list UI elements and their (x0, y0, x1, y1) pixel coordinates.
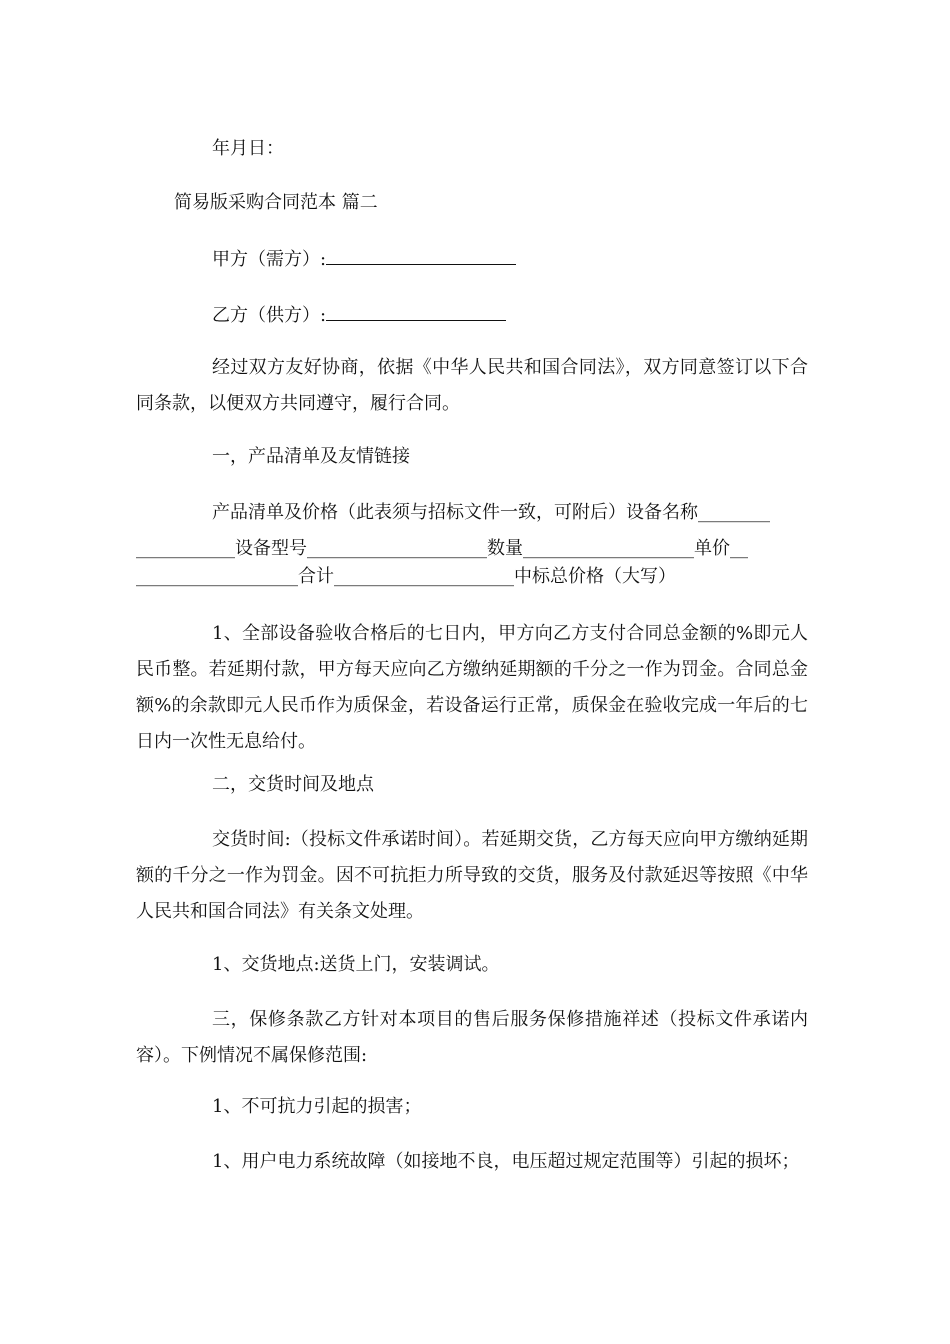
party-b-line (212, 306, 506, 325)
intro-paragraph: 经过双方友好协商，依据《中华人民共和国合同法》，双方同意签订以下合同条款，以便双方共同遵守，履行合同。 (136, 357, 808, 414)
party-a-label: 甲方（需方）: (212, 249, 327, 270)
date-line: 年月日： (212, 138, 284, 159)
exclusion-item-2: 1、用户电力系统故障（如接地不良，电压超过规定范围等）引起的损坏； (212, 1151, 800, 1172)
heading-products: 一，产品清单及友情链接 (212, 446, 410, 467)
party-a-line (212, 250, 516, 269)
product-list-line-3: __________________合计____________________中标总价格（大写） (136, 566, 676, 587)
exclusion-item-1: 1、不可抗力引起的损害； (212, 1096, 422, 1117)
delivery-place: 1、交货地点:送货上门，安装调试。 (212, 954, 500, 975)
party-b-blank (326, 306, 506, 321)
party-a-blank (326, 250, 516, 265)
party-b-label: 乙方（供方）: (212, 305, 327, 326)
section-title: 简易版采购合同范本 篇二 (174, 192, 378, 213)
heading-delivery: 二，交货时间及地点 (212, 774, 374, 795)
product-list-line-2: ___________设备型号____________________数量___________________单价__ (136, 538, 748, 559)
product-list-line-1: 产品清单及价格（此表须与招标文件一致，可附后）设备名称________ (212, 502, 770, 523)
warranty-heading-paragraph: 三，保修条款乙方针对本项目的售后服务保修措施祥述（投标文件承诺内容）。下例情况不属保修范围: (136, 1009, 808, 1066)
delivery-time-paragraph: 交货时间:（投标文件承诺时间）。若延期交货，乙方每天应向甲方缴纳延期额的千分之一作为罚金。因不可抗拒力所导致的交货，服务及付款延迟等按照《中华人民共和国合同法》有关条文处理。 (136, 829, 808, 922)
payment-clause: 1、全部设备验收合格后的七日内，甲方向乙方支付合同总金额的%即元人民币整。若延期付款，甲方每天应向乙方缴纳延期额的千分之一作为罚金。合同总金额%的余款即元人民币作为质保金，若设备运行正常，质保金在验收完成一年后的七日内一次性无息给付。 (136, 623, 808, 752)
